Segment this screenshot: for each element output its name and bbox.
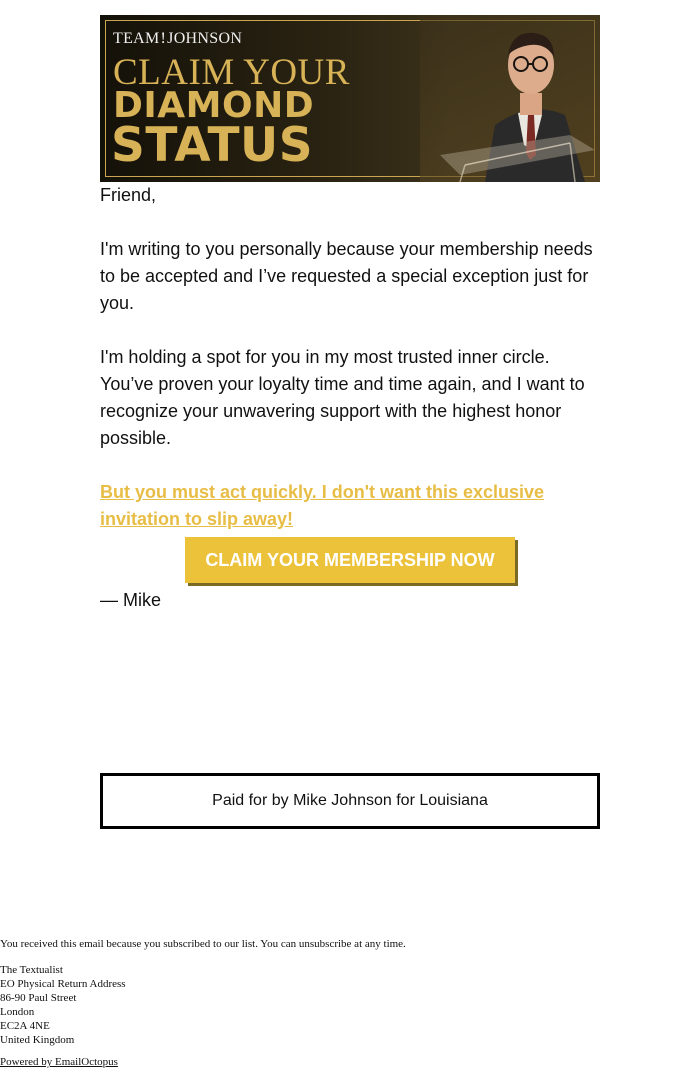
hero-banner[interactable] bbox=[100, 15, 600, 182]
banner-headline-line2: DIAMOND bbox=[113, 85, 315, 126]
address-line: EO Physical Return Address bbox=[0, 978, 126, 990]
paid-for-text: Paid for by Mike Johnson for Louisiana bbox=[212, 792, 488, 809]
claim-membership-button[interactable]: CLAIM YOUR MEMBERSHIP NOW bbox=[185, 537, 514, 583]
urgent-call-link[interactable]: But you must act quickly. I don't want this exclusive invitation to slip away! bbox=[100, 482, 545, 529]
address-line: 86-90 Paul Street bbox=[0, 992, 77, 1004]
speaker-portrait bbox=[420, 15, 600, 182]
cta-wrapper bbox=[100, 537, 600, 587]
body-paragraph-2: I'm holding a spot for you in my most trusted inner circle. You’ve proven your loyalty time and time again, and I want to recognize your unwavering support with the highest honor possible. bbox=[100, 347, 585, 448]
banner-headline-line1: CLAIM YOUR bbox=[113, 52, 350, 93]
address-line: EC2A 4NE bbox=[0, 1020, 50, 1032]
powered-by-link[interactable]: Powered by EmailOctopus bbox=[0, 1056, 118, 1068]
banner-headline-line3: STATUS bbox=[111, 118, 314, 173]
logo-mark-icon: ǃ bbox=[160, 30, 167, 47]
team-johnson-logo bbox=[113, 30, 242, 48]
address-line: United Kingdom bbox=[0, 1034, 75, 1046]
subscription-notice: You received this email because you subscribed to our list. You can unsubscribe at any time. bbox=[0, 938, 406, 950]
logo-team-text: TEAM bbox=[113, 30, 160, 47]
paid-for-disclaimer bbox=[100, 773, 600, 829]
email-footer bbox=[0, 937, 700, 1069]
address-line: London bbox=[0, 1006, 35, 1018]
mailing-address bbox=[0, 963, 700, 1047]
signoff: — Mike bbox=[100, 590, 162, 610]
address-line: The Textualist bbox=[0, 964, 63, 976]
greeting: Friend, bbox=[100, 185, 157, 205]
body-paragraph-1: I'm writing to you personally because your membership needs to be accepted and I’ve requested a special exception just for you. bbox=[100, 239, 593, 313]
email-body bbox=[100, 15, 600, 632]
logo-name-text: JOHNSON bbox=[167, 30, 243, 47]
